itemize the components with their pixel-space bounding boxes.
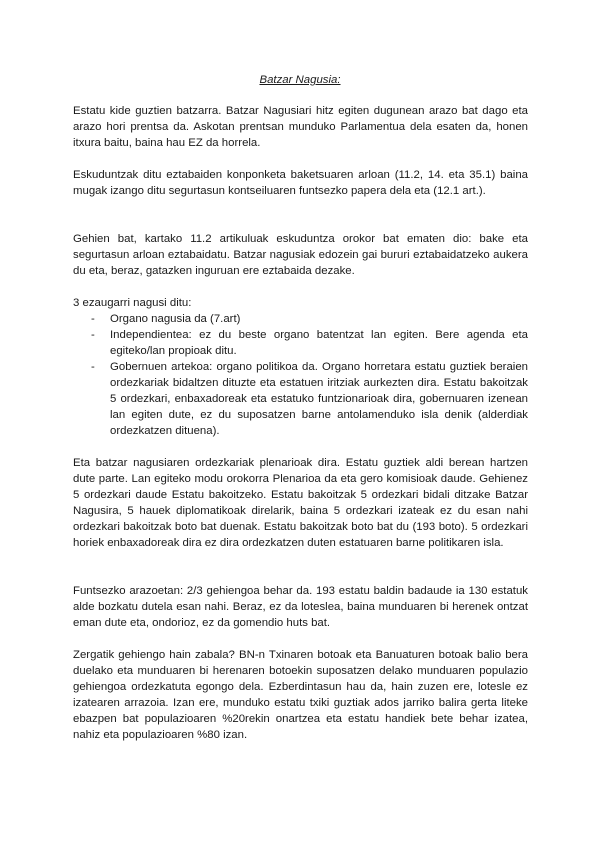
page-title: Batzar Nagusia: (259, 74, 341, 86)
list-bullet: - (91, 313, 95, 325)
paragraph-competences: Eskuduntzak ditu eztabaiden konponketa baketsuaren arloan (11.2, 14. eta 35.1) baina mugak izango ditu segurtasun kontseiluaren funtsezko papera dela eta (12.1 art.). (73, 169, 528, 197)
paragraph-intro: Estatu kide guztien batzarra. Batzar Nagusiari hitz egiten dugunean arazo bat dago eta arazo hori prentsa da. Askotan prentsan munduko Parlamentua dela esaten da, honen itxura baitu, baina hau EZ da horrela. (73, 105, 528, 149)
paragraph-why-majority: Zergatik gehiengo hain zabala? BN-n Txinaren botoak eta Banuaturen botoak balio bera duelako eta munduaren bi herenaren botoekin suposatzen delako munduaren populazio gehiengoa ordezkatuta egongo dela. Ezberdintasun hau da, hain zuzen ere, lotesle ez izatearen arrazoia. Izan ere, munduko estatu txiki guztiak ados jarriko balira gerta liteke ebazpen bat populazioaren %20rekin onartzea eta estatu handiek bete behar izatea, nahiz eta populazioaren %80 izan. (73, 649, 528, 741)
list-item-text: Organo nagusia da (7.art) (110, 313, 241, 325)
list-item (73, 311, 528, 327)
list-bullet: - (91, 329, 95, 341)
features-list (73, 311, 528, 439)
list-item-text: Independientea: ez du beste organo batentzat lan egiten. Bere agenda eta egiteko/lan propioak ditu. (110, 329, 528, 357)
paragraph-majority: Funtsezko arazoetan: 2/3 gehiengoa behar da. 193 estatu baldin badaude ia 130 estatuk alde bozkatu dutela esan nahi. Beraz, ez da loteslea, baina munduaren bi herenek ontzat eman dute eta, ondorioz, ez da gomendio huts bat. (73, 585, 528, 629)
paragraph-representatives: Eta batzar nagusiaren ordezkariak plenarioak dira. Estatu guztiek aldi berean hartzen dute parte. Lan egiteko modu orokorra Plenarioa da eta gero komisioak daude. Gehienez 5 ordezkari daude Estatu bakoitzeko. Estatu bakoitzak 5 ordezkari bidali ditzake Batzar Nagusira, 5 hauek diplomatikoak direlarik, baina 5 ordezkari izateak ez du esan nahi ordezkari bakoitzak boto bat duenak. Estatu bakoitzak boto bat du (193 boto). 5 ordezkari horiek enbaxadoreak dira ez dira ordezkatzen duten estatuaren barne politikaren isla. (73, 457, 528, 549)
list-item (73, 327, 528, 359)
list-item-text: Gobernuen artekoa: organo politikoa da. Organo horretara estatu guztiek beraien ordezkariak bidaltzen dituzte eta estatuen iritziak aurkezten dira. Estatu bakoitzak 5 ordezkari, enbaxadoreak eta estatuko funtzionarioak dira, gobernuaren izenean lan egiten dute, ez du suposatzen barne antolamenduko isla denik (alderdiak ordezkatzen dituena). (110, 361, 528, 437)
list-intro: 3 ezaugarri nagusi ditu: (73, 297, 192, 309)
list-bullet: - (91, 361, 95, 373)
list-item (73, 359, 528, 439)
paragraph-general-competence: Gehien bat, kartako 11.2 artikuluak eskuduntza orokor bat ematen dio: bake eta segurtasun arloan eztabaidatu. Batzar nagusiak edozein gai bururi eztabaidatzeko aukera du eta, beraz, gatazken inguruan ere eztabaida dezake. (73, 233, 528, 277)
